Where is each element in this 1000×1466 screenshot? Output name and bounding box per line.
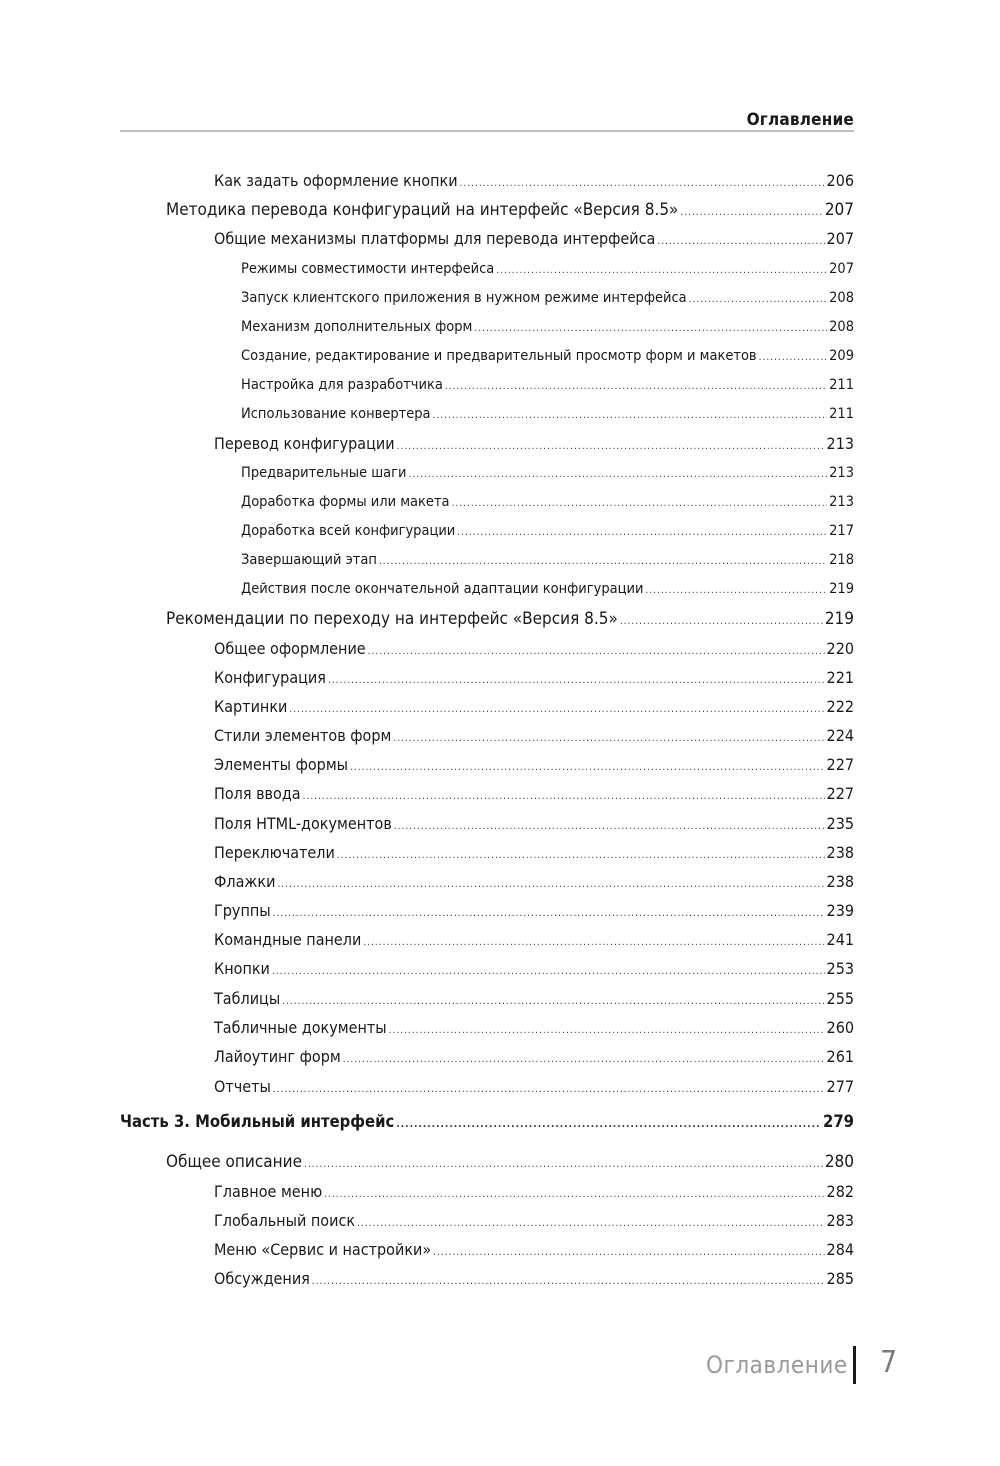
toc-dot-leader (277, 874, 824, 896)
toc-dot-leader (337, 845, 825, 867)
toc-entry-page: 213 (829, 465, 854, 481)
toc-dot-leader (409, 464, 828, 486)
toc-entry (120, 1268, 854, 1293)
toc-dot-leader (328, 670, 825, 692)
toc-entry-title: Главное меню (214, 1182, 323, 1201)
toc-dot-leader (324, 1184, 824, 1206)
toc-entry (120, 900, 854, 925)
toc-entry-title: Перевод конфигурации (214, 434, 395, 453)
toc-entry-title: Группы (214, 901, 271, 920)
toc-entry-title: Часть 3. Мобильный интерфейс (120, 1112, 395, 1131)
toc-entry (120, 520, 854, 544)
toc-dot-leader (273, 1079, 825, 1101)
toc-entry (120, 403, 854, 427)
footer-page-number: 7 (880, 1345, 898, 1380)
toc-entry-page: 280 (824, 1152, 854, 1172)
toc-entry-title: Стили элементов форм (214, 726, 392, 745)
toc-entry (120, 1046, 854, 1071)
toc-entry (120, 345, 854, 369)
toc-part-entry (120, 1111, 854, 1136)
toc-entry-page: 277 (826, 1077, 854, 1096)
toc-dot-leader (474, 318, 827, 340)
toc-entry-title: Флажки (214, 872, 276, 891)
toc-entry (120, 1210, 854, 1235)
toc-entry-page: 227 (826, 784, 854, 803)
toc-entry-title: Лайоутинг форм (214, 1047, 341, 1066)
toc-entry-page: 238 (826, 872, 854, 891)
toc-entry-page: 235 (826, 814, 854, 833)
toc-dot-leader (457, 522, 827, 544)
toc-dot-leader (394, 816, 825, 838)
toc-dot-leader (289, 699, 824, 721)
toc-entry-page: 283 (826, 1211, 854, 1230)
toc-dot-leader (272, 961, 825, 983)
toc-entry (120, 1017, 854, 1042)
toc-entry-title: Настройка для разработчика (241, 377, 443, 393)
toc-entry (120, 199, 854, 224)
toc-entry-page: 239 (826, 901, 854, 920)
toc-entry-page: 218 (829, 552, 854, 568)
toc-entry-title: Элементы формы (214, 755, 349, 774)
toc-entry-title: Поля HTML-документов (214, 814, 392, 833)
toc-entry-title: Предварительные шаги (241, 465, 407, 481)
toc-entry-title: Завершающий этап (241, 552, 377, 568)
toc-entry-title: Кнопки (214, 959, 270, 978)
toc-entry-title: Меню «Сервис и настройки» (214, 1240, 432, 1259)
toc-entry-page: 213 (829, 494, 854, 510)
toc-dot-leader (312, 1271, 825, 1293)
toc-entry (120, 578, 854, 602)
toc-entry-page: 222 (826, 697, 854, 716)
toc-entry-title: Действия после окончательной адаптации конфигурации (241, 581, 644, 597)
toc-entry-page: 211 (829, 377, 854, 393)
toc-entry-page: 284 (826, 1240, 854, 1259)
toc-dot-leader (657, 231, 824, 253)
toc-dot-leader (343, 1049, 825, 1071)
toc-entry (120, 1151, 854, 1176)
toc-entry-title: Запуск клиентского приложения в нужном режиме интерфейса (241, 290, 687, 306)
toc-entry (120, 228, 854, 253)
toc-entry (120, 754, 854, 779)
toc-entry-title: Создание, редактирование и предварительный просмотр форм и макетов (241, 348, 757, 364)
toc-entry (120, 842, 854, 867)
toc-entry (120, 638, 854, 663)
toc-entry (120, 462, 854, 486)
toc-entry-title: Табличные документы (214, 1018, 387, 1037)
header-divider (120, 130, 854, 132)
toc-entry-page: 206 (826, 171, 854, 190)
toc-entry (120, 1181, 854, 1206)
toc-dot-leader (445, 376, 827, 398)
toc-entry-title: Конфигурация (214, 668, 326, 687)
toc-entry (120, 491, 854, 515)
toc-entry-title: Доработка формы или макета (241, 494, 450, 510)
toc-dot-leader (282, 991, 824, 1013)
toc-entry-page: 224 (826, 726, 854, 745)
toc-entry (120, 316, 854, 340)
toc-entry-page: 282 (826, 1182, 854, 1201)
toc-entry-page: 253 (826, 959, 854, 978)
toc-entry (120, 725, 854, 750)
toc-entry-title: Доработка всей конфигурации (241, 523, 456, 539)
toc-dot-leader (350, 757, 824, 779)
toc-entry-title: Механизм дополнительных форм (241, 319, 473, 335)
toc-entry-page: 285 (826, 1269, 854, 1288)
toc-entry-title: Общее оформление (214, 639, 366, 658)
toc-entry (120, 958, 854, 983)
toc-entry (120, 929, 854, 954)
toc-entry (120, 1239, 854, 1264)
toc-dot-leader (452, 493, 828, 515)
toc-entry (120, 170, 854, 195)
toc-entry-page: 207 (824, 200, 854, 220)
toc-entry-title: Переключатели (214, 843, 335, 862)
toc-entry-title: Использование конвертера (241, 406, 431, 422)
toc-entry-title: Обсуждения (214, 1269, 310, 1288)
toc-dot-leader (393, 728, 824, 750)
toc-dot-leader (273, 903, 825, 925)
footer-divider (853, 1346, 856, 1384)
toc-entry-page: 221 (826, 668, 854, 687)
toc-entry-title: Таблицы (214, 989, 281, 1008)
toc-dot-leader (645, 580, 827, 602)
running-header-title: Оглавление (746, 110, 854, 130)
toc-entry-page: 241 (826, 930, 854, 949)
toc-entry-page: 261 (826, 1047, 854, 1066)
toc-entry-title: Поля ввода (214, 784, 301, 803)
footer-section-label: Оглавление (706, 1351, 848, 1379)
toc-entry-page: 213 (826, 434, 854, 453)
toc-dot-leader (304, 1154, 823, 1176)
toc-entry-page: 208 (829, 290, 854, 306)
toc-dot-leader (496, 260, 827, 282)
toc-dot-leader (680, 202, 822, 224)
toc-dot-leader (433, 1242, 824, 1264)
toc-entry (120, 374, 854, 398)
toc-entry (120, 871, 854, 896)
toc-entry-title: Общее описание (166, 1152, 302, 1172)
toc-dot-leader (433, 405, 828, 427)
toc-entry-title: Отчеты (214, 1077, 271, 1096)
toc-entry (120, 813, 854, 838)
toc-entry-page: 219 (829, 581, 854, 597)
toc-entry (120, 667, 854, 692)
toc-entry-title: Методика перевода конфигураций на интерфейс «Версия 8.5» (166, 200, 679, 220)
toc-dot-leader (759, 347, 827, 369)
toc-entry (120, 258, 854, 282)
toc-dot-leader (389, 1020, 825, 1042)
toc-entry-title: Рекомендации по переходу на интерфейс «Версия 8.5» (166, 609, 618, 629)
toc-dot-leader (303, 786, 825, 808)
toc-entry-page: 238 (826, 843, 854, 862)
toc-dot-leader (689, 289, 827, 311)
toc-entry-page: 208 (829, 319, 854, 335)
toc-dot-leader (363, 932, 824, 954)
toc-entry-page: 209 (829, 348, 854, 364)
toc-entry (120, 549, 854, 573)
toc-entry-page: 219 (824, 609, 854, 629)
toc-dot-leader (357, 1213, 824, 1235)
toc-entry-page: 207 (829, 261, 854, 277)
toc-dot-leader (396, 1114, 821, 1136)
toc-entry-title: Командные панели (214, 930, 362, 949)
toc-entry-page: 207 (826, 229, 854, 248)
toc-entry (120, 783, 854, 808)
toc-entry-page: 211 (829, 406, 854, 422)
toc-entry (120, 608, 854, 633)
toc-entry-page: 220 (826, 639, 854, 658)
toc-entry-title: Глобальный поиск (214, 1211, 356, 1230)
toc-entry (120, 433, 854, 458)
toc-dot-leader (368, 641, 825, 663)
toc-entry-title: Картинки (214, 697, 288, 716)
toc-entry-page: 217 (829, 523, 854, 539)
toc-entry (120, 988, 854, 1013)
toc-entry (120, 696, 854, 721)
toc-entry-page: 227 (826, 755, 854, 774)
toc-entry-page: 255 (826, 989, 854, 1008)
toc-dot-leader (460, 173, 825, 195)
toc-entry-page: 279 (823, 1112, 854, 1131)
toc-entry-title: Общие механизмы платформы для перевода интерфейса (214, 229, 656, 248)
toc-entry (120, 1076, 854, 1101)
toc-dot-leader (379, 551, 827, 573)
toc-dot-leader (620, 611, 823, 633)
toc-entry-page: 260 (826, 1018, 854, 1037)
toc-dot-leader (397, 436, 825, 458)
toc-entry (120, 287, 854, 311)
toc-entry-title: Режимы совместимости интерфейса (241, 261, 495, 277)
toc-entry-title: Как задать оформление кнопки (214, 171, 458, 190)
